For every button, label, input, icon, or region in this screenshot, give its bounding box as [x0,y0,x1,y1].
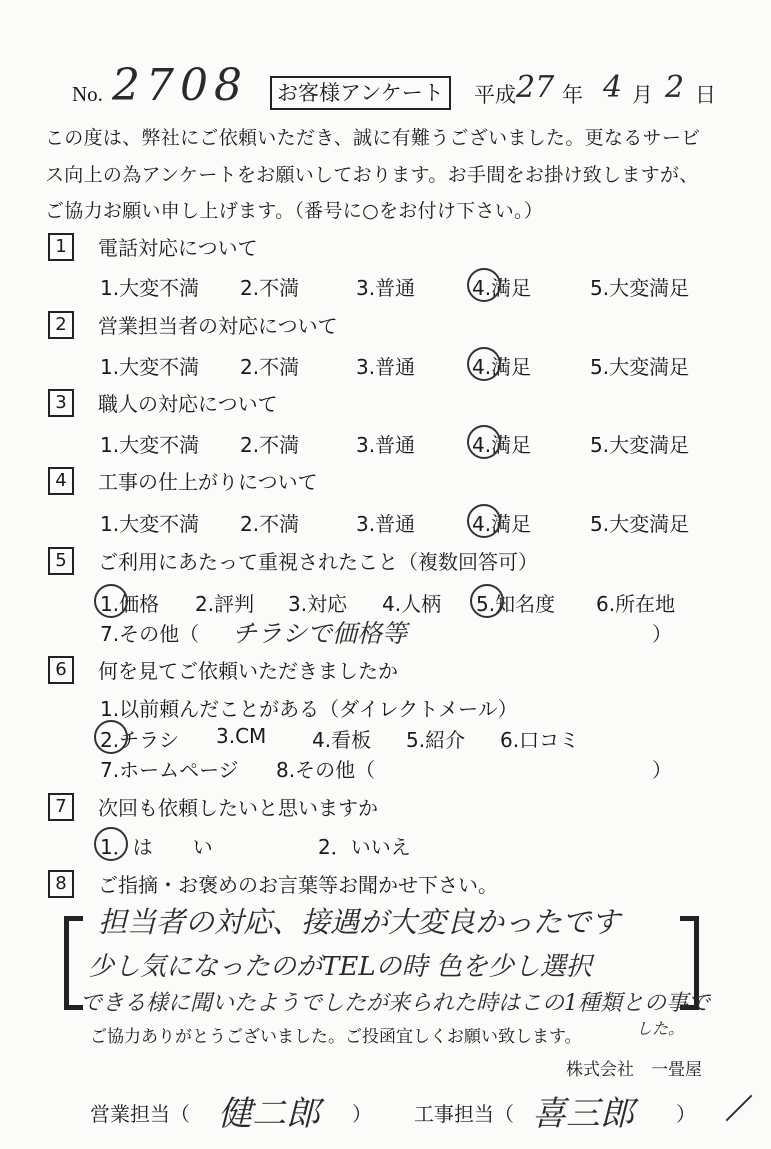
question-number: 6 [48,656,74,684]
other-value: チラシで価格等 [232,619,408,648]
option-flyer[interactable]: 2.チラシ [100,728,180,752]
option-service[interactable]: 3.対応 [288,592,348,616]
paren-close: ） [676,1102,696,1126]
option-neutral[interactable]: 3.普通 [356,512,416,536]
option-other-label[interactable]: 8.その他（ [276,758,376,782]
option-very-satisfied[interactable]: 5.大変満足 [590,276,690,300]
paren-close: ） [652,622,672,646]
form-number: 2708 [112,60,248,111]
no-label: No. [72,82,103,106]
question-number: 5 [48,547,74,575]
question-number: 3 [48,389,74,417]
selection-circle [94,827,128,861]
option-very-dissatisfied[interactable]: 1.大変不満 [100,433,200,457]
selection-circle [94,720,128,754]
month-value: 4 [603,70,623,105]
thanks-text: ご協力ありがとうございました。ご投函宜しくお願い致します。 [90,1027,582,1047]
question-text: 次回も依頼したいと思いますか [98,796,378,820]
day-label: 日 [695,83,716,107]
selection-circle [467,347,501,381]
option-satisfied[interactable]: 4.満足 [472,276,532,300]
option-no[interactable]: 2．いいえ [318,835,411,859]
company-name: 株式会社 一畳屋 [566,1060,702,1080]
question-text: 営業担当者の対応について [98,314,338,338]
option-very-satisfied[interactable]: 5.大変満足 [590,512,690,536]
option-very-dissatisfied[interactable]: 1.大変不満 [100,276,200,300]
sales-staff-label: 営業担当（ [90,1102,190,1126]
work-staff-name: 喜三郎 [532,1094,634,1134]
option-dissatisfied[interactable]: 2.不満 [240,512,300,536]
question-text: 工事の仕上がりについて [98,470,318,494]
option-personality[interactable]: 4.人柄 [382,592,442,616]
option-previous-request[interactable]: 1.以前頼んだことがある（ダイレクトメール） [100,697,518,721]
option-satisfied[interactable]: 4.満足 [472,433,532,457]
selection-circle [467,268,501,302]
option-very-dissatisfied[interactable]: 1.大変不満 [100,512,200,536]
option-very-satisfied[interactable]: 5.大変満足 [590,355,690,379]
comment-line-3-tail: した。 [636,1019,685,1038]
paren-close: ） [352,1102,372,1126]
question-number: 4 [48,467,74,495]
option-signboard[interactable]: 4.看板 [312,728,372,752]
option-referral[interactable]: 5.紹介 [406,728,466,752]
option-dissatisfied[interactable]: 2.不満 [240,276,300,300]
pen-stroke [726,1095,753,1122]
option-price[interactable]: 1.価格 [100,592,160,616]
question-number: 1 [48,233,74,261]
selection-circle [467,504,501,538]
year-label: 年 [562,83,583,107]
option-very-satisfied[interactable]: 5.大変満足 [590,433,690,457]
question-number: 2 [48,311,74,339]
option-dissatisfied[interactable]: 2.不満 [240,355,300,379]
option-word-of-mouth[interactable]: 6.口コミ [500,728,580,752]
month-label: 月 [632,83,653,107]
option-reputation[interactable]: 2.評判 [195,592,255,616]
option-neutral[interactable]: 3.普通 [356,276,416,300]
question-number: 7 [48,793,74,821]
option-cm[interactable]: 3.CM [216,724,267,748]
option-satisfied[interactable]: 4.満足 [472,512,532,536]
option-neutral[interactable]: 3.普通 [356,355,416,379]
question-text: 何を見てご依頼いただきましたか [98,659,398,683]
question-text: 電話対応について [98,236,258,260]
comment-line-1: 担当者の対応、接遇が大変良かったです [98,905,621,939]
selection-circle [467,425,501,459]
intro-line-2: ス向上の為アンケートをお願いしております。お手間をお掛け致しますが、 [45,164,699,186]
option-homepage[interactable]: 7.ホームページ [100,758,239,782]
selection-circle [94,584,128,618]
option-other-label[interactable]: 7.その他（ [100,622,200,646]
option-very-dissatisfied[interactable]: 1.大変不満 [100,355,200,379]
option-yes[interactable]: 1．は い [100,835,213,859]
option-dissatisfied[interactable]: 2.不満 [240,433,300,457]
intro-line-1: この度は、弊社にご依頼いただき、誠に有難うございました。更なるサービ [45,127,701,149]
option-name-recognition[interactable]: 5.知名度 [476,592,556,616]
question-number: 8 [48,870,74,898]
option-neutral[interactable]: 3.普通 [356,433,416,457]
option-satisfied[interactable]: 4.満足 [472,355,532,379]
question-text: 職人の対応について [98,392,278,416]
year-value: 27 [516,70,555,105]
question-text: ご利用にあたって重視されたこと（複数回答可） [98,550,538,574]
sales-staff-name: 健二郎 [218,1094,320,1134]
day-value: 2 [665,70,685,105]
intro-line-3: ご協力お願い申し上げます。（番号に○をお付け下さい。） [45,200,544,222]
paren-close: ） [652,758,672,782]
work-staff-label: 工事担当（ [414,1102,514,1126]
era-label: 平成 [474,83,516,107]
form-title: お客様アンケート [270,76,451,110]
comment-line-2: 少し気になったのがTELの時 色を少し選択 [88,952,592,982]
option-location[interactable]: 6.所在地 [596,592,676,616]
selection-circle [470,584,504,618]
comment-line-3: できる様に聞いたようでしたが来られた時はこの1種類との事で [80,991,710,1016]
question-text: ご指摘・お褒めのお言葉等お聞かせ下さい。 [98,873,498,897]
